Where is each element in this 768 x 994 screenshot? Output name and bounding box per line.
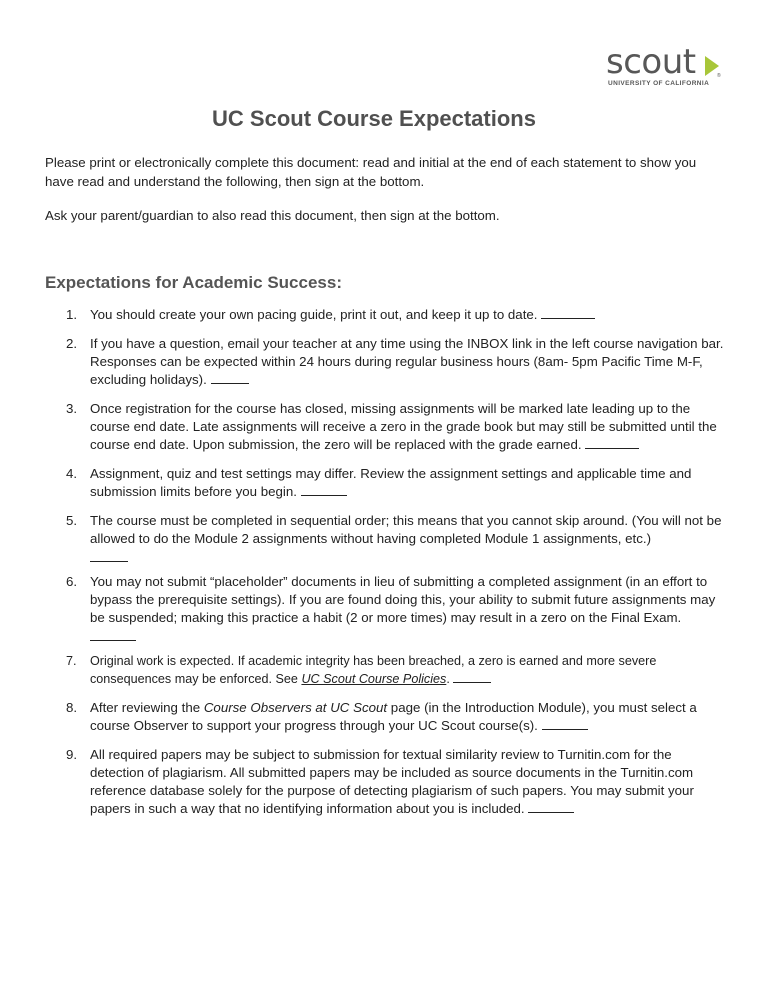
initial-blank[interactable] xyxy=(90,550,128,562)
initial-blank[interactable] xyxy=(453,671,491,683)
item-text: Original work is expected. If academic integrity has been breached, a zero is earned and more severe consequences may be enforced. See xyxy=(90,654,657,686)
initial-blank[interactable] xyxy=(211,372,249,384)
item-number: 9. xyxy=(66,747,78,762)
expectation-item xyxy=(66,335,726,389)
initial-blank[interactable] xyxy=(528,801,574,813)
item-text: You should create your own pacing guide, print it out, and keep it up to date. xyxy=(90,307,538,322)
item-text-end: . xyxy=(446,672,450,686)
expectation-item xyxy=(66,306,726,324)
initial-blank[interactable] xyxy=(542,718,588,730)
expectation-item xyxy=(66,652,726,688)
item-number: 3. xyxy=(66,401,78,416)
course-observers-page-title: Course Observers at UC Scout xyxy=(203,700,388,715)
initial-blank[interactable] xyxy=(301,484,347,496)
initial-blank[interactable] xyxy=(541,307,595,319)
expectation-item xyxy=(66,512,726,562)
course-policies-link[interactable]: UC Scout Course Policies xyxy=(301,672,447,686)
item-text: Assignment, quiz and test settings may differ. Review the assignment settings and applicable time and submission limits before you begin. xyxy=(90,466,692,499)
parent-paragraph: Ask your parent/guardian to also read this document, then sign at the bottom. xyxy=(45,208,500,223)
item-number: 5. xyxy=(66,513,78,528)
item-number: 8. xyxy=(66,700,78,715)
intro-paragraph: Please print or electronically complete this document: read and initial at the end of each statement to show you have read and understand the following, then sign at the bottom. xyxy=(45,155,697,189)
expectation-item xyxy=(66,465,726,501)
logo-subtitle: UNIVERSITY OF CALIFORNIA xyxy=(608,80,710,87)
uc-scout-logo xyxy=(606,42,726,92)
expectations-list xyxy=(66,306,726,829)
item-text: You may not submit “placeholder” documents in lieu of submitting a completed assignment (in an effort to bypass the prerequisite settings). If you are found doing this, your ability to submit future assignments may be suspended; making this practice a habit (2 or more times) may result in a zero on the Final Exam. xyxy=(90,574,716,625)
initial-blank[interactable] xyxy=(585,437,639,449)
expectation-item xyxy=(66,746,726,818)
item-text-end: page (in the Introduction Module), you must select a course Observer to support your progress through your UC Scout course(s). xyxy=(90,700,697,733)
item-number: 6. xyxy=(66,574,78,589)
expectation-item xyxy=(66,699,726,735)
item-number: 4. xyxy=(66,466,78,481)
item-text: After reviewing the xyxy=(90,700,204,715)
item-number: 1. xyxy=(66,307,78,322)
item-number: 2. xyxy=(66,336,78,351)
initial-blank[interactable] xyxy=(90,629,136,641)
document-title: UC Scout Course Expectations xyxy=(212,106,536,131)
registered-mark: ® xyxy=(717,73,721,79)
item-number: 7. xyxy=(66,654,77,668)
item-text: All required papers may be subject to submission for textual similarity review to Turnitin.com for the detection of plagiarism. All submitted papers may be included as source documents in the Turnitin.com reference database solely for the purpose of detecting plagiarism of such papers. You may submit your papers in such a way that no identifying information about you is included. xyxy=(90,747,694,816)
expectation-item xyxy=(66,573,726,641)
section-heading: Expectations for Academic Success: xyxy=(45,273,342,292)
expectation-item xyxy=(66,400,726,454)
item-text: Once registration for the course has closed, missing assignments will be marked late leading up to the course end date. Late assignments will receive a zero in the grade book but may still be submitted until the course end date. Upon submission, the zero will be replaced with the grade earned. xyxy=(90,401,717,452)
item-text: The course must be completed in sequential order; this means that you cannot skip around. (You will not be allowed to do the Module 2 assignments without having completed Module 1 assignments, etc.) xyxy=(90,513,722,546)
logo-wordmark: scout xyxy=(606,42,696,82)
item-text: If you have a question, email your teacher at any time using the INBOX link in the left course navigation bar. Responses can be expected within 24 hours during regular business hours (8am- 5pm Pacific Time M-F, excluding holidays). xyxy=(90,336,724,387)
